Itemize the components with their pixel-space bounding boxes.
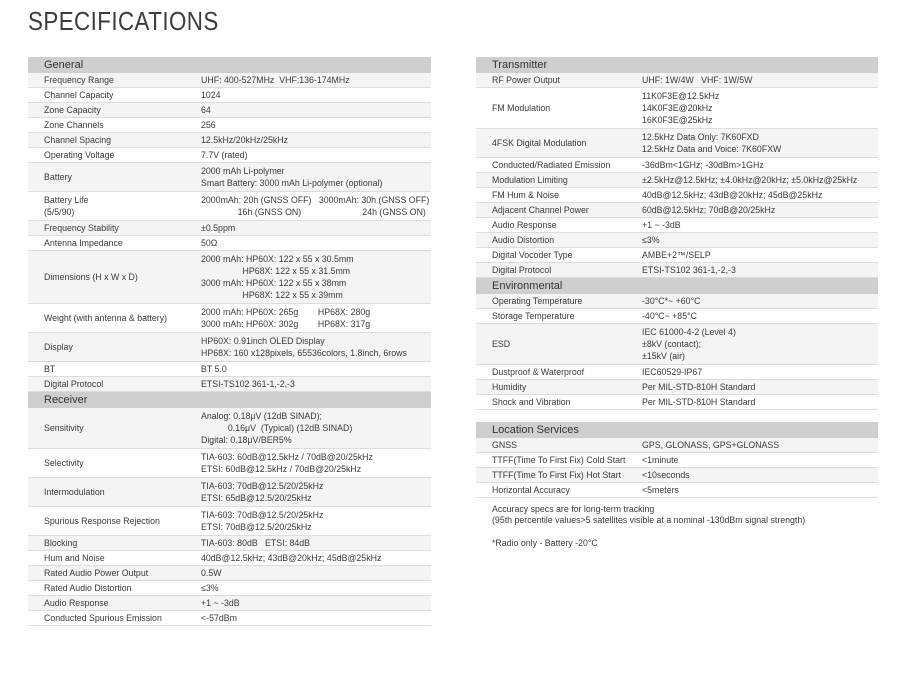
spec-value <box>201 88 221 102</box>
spec-value <box>201 133 288 147</box>
spec-label: Hum and Noise <box>44 553 105 563</box>
spec-value <box>642 203 775 217</box>
spec-row <box>476 158 878 173</box>
spec-value-line: HP68X: 160 x128pixels, 65536colors, 1.8inch, 6rows <box>201 348 407 358</box>
spec-value-line: UHF: 1W/4W VHF: 1W/5W <box>642 75 753 85</box>
spec-value <box>201 118 216 132</box>
spec-label: Frequency Stability <box>44 223 119 233</box>
spec-label: Digital Protocol <box>44 379 104 389</box>
spec-value <box>201 221 235 235</box>
spec-row <box>476 468 878 483</box>
receiver-table <box>28 408 431 626</box>
spec-label: Digital Vocoder Type <box>492 250 573 260</box>
spec-row <box>28 611 431 626</box>
spec-value-line: IEC 61000-4-2 (Level 4) <box>642 327 736 337</box>
spec-value <box>642 218 681 232</box>
spec-value <box>201 362 227 376</box>
spec-value-line: ETSI-TS102 361-1,-2,-3 <box>642 265 736 275</box>
spec-value-line: 1024 <box>201 90 221 100</box>
spec-row <box>28 163 431 192</box>
spec-value <box>201 304 370 332</box>
spec-row <box>476 395 878 410</box>
spec-value-line: 64 <box>201 105 211 115</box>
spec-row <box>476 294 878 309</box>
page-title: SPECIFICATIONS <box>28 6 219 36</box>
spec-label: Conducted Spurious Emission <box>44 613 162 623</box>
spec-label: Display <box>44 342 73 352</box>
spec-row <box>476 203 878 218</box>
spec-label: RF Power Output <box>492 75 560 85</box>
spec-value-line: 40dB@12.5kHz; 43dB@20kHz; 45dB@25kHz <box>201 553 382 563</box>
spec-value-line: <5meters <box>642 485 679 495</box>
spec-value <box>642 324 736 364</box>
spec-label: TTFF(Time To First Fix) Hot Start <box>492 470 622 480</box>
spec-label-line: (5/5/90) <box>44 207 75 217</box>
spec-value-line: TIA-603: 60dB@12.5kHz / 70dB@20/25kHz <box>201 452 373 462</box>
spec-value-line: 2000 mAh: HP60X: 122 x 55 x 30.5mm <box>201 254 354 264</box>
spec-value-line: ETSI: 70dB@12.5/20/25kHz <box>201 522 312 532</box>
spec-value <box>642 158 764 172</box>
spec-value-line: +1 ~ -3dB <box>642 220 681 230</box>
general-table <box>28 73 431 392</box>
spec-row <box>28 551 431 566</box>
spec-row <box>28 507 431 536</box>
spec-value <box>201 103 211 117</box>
spec-label: Adjacent Channel Power <box>492 205 589 215</box>
spec-value-line: -40°C~ +85°C <box>642 311 697 321</box>
receiver-section-header: Receiver <box>28 392 431 408</box>
spec-row <box>476 248 878 263</box>
spec-label: ESD <box>492 339 511 349</box>
spec-label: Channel Capacity <box>44 90 114 100</box>
spec-value-line: Smart Battery: 3000 mAh Li-polymer (optional) <box>201 178 383 188</box>
spec-label: Dustproof & Waterproof <box>492 367 585 377</box>
spec-row <box>476 263 878 278</box>
spec-label: Shock and Vibration <box>492 397 571 407</box>
spec-value <box>201 192 429 220</box>
spec-value-line: 16K0F3E@25kHz <box>642 115 713 125</box>
spec-label: TTFF(Time To First Fix) Cold Start <box>492 455 626 465</box>
spec-value <box>642 73 752 87</box>
spec-row <box>28 148 431 163</box>
spec-value-line: ±15kV (air) <box>642 351 685 361</box>
spec-value <box>201 596 240 610</box>
spec-value <box>642 248 711 262</box>
spec-value-line: 40dB@12.5kHz; 43dB@20kHz; 45dB@25kHz <box>642 190 823 200</box>
spec-value-line: 12.5kHz Data and Voice: 7K60FXW <box>642 144 782 154</box>
spec-label: Dimensions (H x W x D) <box>44 272 138 282</box>
spec-label: Weight (with antenna & battery) <box>44 313 168 323</box>
spec-label: Audio Response <box>44 598 109 608</box>
spec-label: Sensitivity <box>44 423 84 433</box>
spec-row <box>28 478 431 507</box>
spec-value-line: 3000 mAh: HP60X: 122 x 55 x 38mm <box>201 278 347 288</box>
spec-row <box>476 438 878 453</box>
spec-label: Rated Audio Distortion <box>44 583 132 593</box>
spec-value <box>201 333 407 361</box>
spec-row <box>28 536 431 551</box>
spec-row <box>28 377 431 392</box>
spec-row <box>476 218 878 233</box>
spec-row <box>476 73 878 88</box>
spec-row <box>28 581 431 596</box>
spec-value-line: TIA-603: 70dB@12.5/20/25kHz <box>201 510 324 520</box>
spec-value-line: ETSI-TS102 361-1,-2,-3 <box>201 379 295 389</box>
spec-value <box>642 365 702 379</box>
spec-row <box>28 566 431 581</box>
spec-value-line: 12.5kHz Data Only: 7K60FXD <box>642 132 759 142</box>
spec-row <box>476 365 878 380</box>
spec-value-line: 0.16μV (Typical) (12dB SINAD) <box>201 423 353 433</box>
spec-value <box>201 408 352 448</box>
spec-label: Frequency Range <box>44 75 114 85</box>
spec-row <box>476 453 878 468</box>
spec-value-line: Per MIL-STD-810H Standard <box>642 397 756 407</box>
spec-value-line: 12.5kHz/20kHz/25kHz <box>201 135 289 145</box>
spec-value-line: ±8kV (contact); <box>642 339 702 349</box>
spec-value-line: Digital: 0.18μV/BER5% <box>201 435 292 445</box>
spec-value-line: 7.7V (rated) <box>201 150 248 160</box>
spec-value <box>201 236 217 250</box>
spec-value-line: ±2.5kHz@12.5kHz; ±4.0kHz@20kHz; ±5.0kHz@25kHz <box>642 175 858 185</box>
environmental-table <box>476 294 878 410</box>
location-section-header: Location Services <box>476 422 878 438</box>
spec-label: Spurious Response Rejection <box>44 516 160 526</box>
transmitter-table <box>476 73 878 278</box>
spec-row <box>28 596 431 611</box>
spec-value-line: HP68X: 122 x 55 x 31.5mm <box>201 266 351 276</box>
spec-value-line: GPS, GLONASS, GPS+GLONASS <box>642 440 780 450</box>
spec-value <box>642 233 660 247</box>
spec-value-line: Per MIL-STD-810H Standard <box>642 382 756 392</box>
spec-value <box>201 611 237 625</box>
spec-row <box>476 173 878 188</box>
spec-value <box>201 507 323 535</box>
spec-value-line: UHF: 400-527MHz VHF:136-174MHz <box>201 75 350 85</box>
transmitter-section-header: Transmitter <box>476 57 878 73</box>
spec-value <box>201 566 222 580</box>
spec-label: Intermodulation <box>44 487 105 497</box>
spec-label: Storage Temperature <box>492 311 575 321</box>
spec-value <box>642 294 700 308</box>
spec-label: Digital Protocol <box>492 265 552 275</box>
spec-value <box>642 468 690 482</box>
spec-row <box>476 88 878 129</box>
spec-value <box>642 188 822 202</box>
spec-value <box>201 251 354 303</box>
spec-label: Rated Audio Power Output <box>44 568 149 578</box>
spec-label: FM Modulation <box>492 103 551 113</box>
radio-footnote: *Radio only - Battery -20°C <box>492 538 598 548</box>
spec-value <box>642 395 755 409</box>
spec-value <box>201 163 382 191</box>
spec-value-line: <-57dBm <box>201 613 237 623</box>
spec-label: Audio Distortion <box>492 235 555 245</box>
spec-value-line: +1 ~ -3dB <box>201 598 240 608</box>
spec-value <box>201 581 219 595</box>
spec-row <box>28 251 431 304</box>
spec-value-line: -30°C*~ +60°C <box>642 296 701 306</box>
spec-row <box>28 221 431 236</box>
spec-label: Modulation Limiting <box>492 175 568 185</box>
accuracy-note: Accuracy specs are for long-term tracking (95th percentile values>5 satellites visible at a nominal -130dBm signal strength) <box>492 504 806 525</box>
spec-label: Horizontal Accuracy <box>492 485 570 495</box>
spec-row <box>28 88 431 103</box>
spec-value-line: ≤3% <box>201 583 219 593</box>
spec-row <box>28 236 431 251</box>
spec-value-line: ≤3% <box>642 235 660 245</box>
spec-row <box>476 324 878 365</box>
spec-value <box>642 438 779 452</box>
spec-value-line: <10seconds <box>642 470 690 480</box>
spec-value-line: 16h (GNSS ON) 24h (GNSS ON) <box>201 207 426 217</box>
spec-value-line: HP60X: 0.91inch OLED Display <box>201 336 325 346</box>
spec-value-line: BT 5.0 <box>201 364 227 374</box>
spec-label: Operating Temperature <box>492 296 583 306</box>
spec-value-line: 11K0F3E@12.5kHz <box>642 91 720 101</box>
spec-value-line: 2000 mAh Li-polymer <box>201 166 285 176</box>
spec-value <box>642 173 857 187</box>
spec-row <box>476 380 878 395</box>
spec-label: Zone Channels <box>44 120 104 130</box>
right-column <box>476 57 878 549</box>
spec-value-line: 14K0F3E@20kHz <box>642 103 713 113</box>
spec-label: BT <box>44 364 56 374</box>
spec-row <box>28 133 431 148</box>
spec-value <box>201 73 350 87</box>
spec-value-line: ETSI: 60dB@12.5kHz / 70dB@20/25kHz <box>201 464 362 474</box>
spec-row <box>28 73 431 88</box>
environmental-section-header: Environmental <box>476 278 878 294</box>
spec-value <box>201 449 373 477</box>
spec-value <box>642 483 679 497</box>
spec-row <box>476 483 878 498</box>
spec-label: Operating Voltage <box>44 150 115 160</box>
spec-row <box>476 309 878 324</box>
spec-row <box>28 192 431 221</box>
spec-row <box>476 188 878 203</box>
spec-label: Antenna Impedance <box>44 238 123 248</box>
spec-value <box>201 148 247 162</box>
spec-label: Humidity <box>492 382 527 392</box>
spec-label: FM Hum & Noise <box>492 190 559 200</box>
left-column <box>28 57 431 626</box>
spec-value-line: TIA-603: 80dB ETSI: 84dB <box>201 538 311 548</box>
spec-row <box>28 118 431 133</box>
spec-label: GNSS <box>492 440 517 450</box>
spec-row <box>476 129 878 158</box>
spec-label: Battery <box>44 172 72 182</box>
spec-value-line: AMBE+2™/SELP <box>642 250 711 260</box>
spec-value-line: <1minute <box>642 455 679 465</box>
spec-value-line: ETSI: 65dB@12.5/20/25kHz <box>201 493 312 503</box>
spec-value-line: TIA-603: 70dB@12.5/20/25kHz <box>201 481 324 491</box>
spec-label: Selectivity <box>44 458 84 468</box>
spec-label: Conducted/Radiated Emission <box>492 160 611 170</box>
spec-value-line: ±0.5ppm <box>201 223 236 233</box>
spec-value <box>642 88 719 128</box>
spec-value <box>201 377 295 391</box>
spec-value <box>642 453 678 467</box>
spec-label: 4FSK Digital Modulation <box>492 138 587 148</box>
spec-value-line: 2000mAh: 20h (GNSS OFF) 3000mAh: 30h (GNSS OFF) <box>201 195 430 205</box>
spec-row <box>28 362 431 377</box>
spec-label: Blocking <box>44 538 78 548</box>
spec-row <box>28 408 431 449</box>
spec-label: Audio Response <box>492 220 557 230</box>
spec-row <box>476 233 878 248</box>
spec-row <box>28 103 431 118</box>
spec-value-line: HP68X: 122 x 55 x 39mm <box>201 290 343 300</box>
location-table <box>476 438 878 498</box>
spec-value-line: Analog: 0.18μV (12dB SINAD); <box>201 411 322 421</box>
spec-row <box>28 449 431 478</box>
spec-value <box>642 380 755 394</box>
spec-value-line: 50Ω <box>201 238 218 248</box>
spec-value-line: 2000 mAh: HP60X: 265g HP68X: 280g <box>201 307 371 317</box>
spec-value <box>642 129 781 157</box>
spec-value <box>642 309 697 323</box>
spec-value-line: IEC60529-IP67 <box>642 367 703 377</box>
spec-value-line: 256 <box>201 120 216 130</box>
spec-value-line: -36dBm<1GHz; -30dBm>1GHz <box>642 160 764 170</box>
spec-value <box>642 263 736 277</box>
spec-label-line: Battery Life <box>44 195 89 205</box>
spec-value <box>201 478 323 506</box>
spec-row <box>28 333 431 362</box>
spec-label: Channel Spacing <box>44 135 112 145</box>
spec-label: Zone Capacity <box>44 105 101 115</box>
general-section-header: General <box>28 57 431 73</box>
spec-value-line: 0.5W <box>201 568 222 578</box>
spec-row <box>28 304 431 333</box>
spec-value-line: 60dB@12.5kHz; 70dB@20/25kHz <box>642 205 776 215</box>
spec-value <box>201 536 310 550</box>
spec-value-line: 3000 mAh: HP60X: 302g HP68X: 317g <box>201 319 371 329</box>
spec-label <box>28 192 201 220</box>
spec-value <box>201 551 381 565</box>
